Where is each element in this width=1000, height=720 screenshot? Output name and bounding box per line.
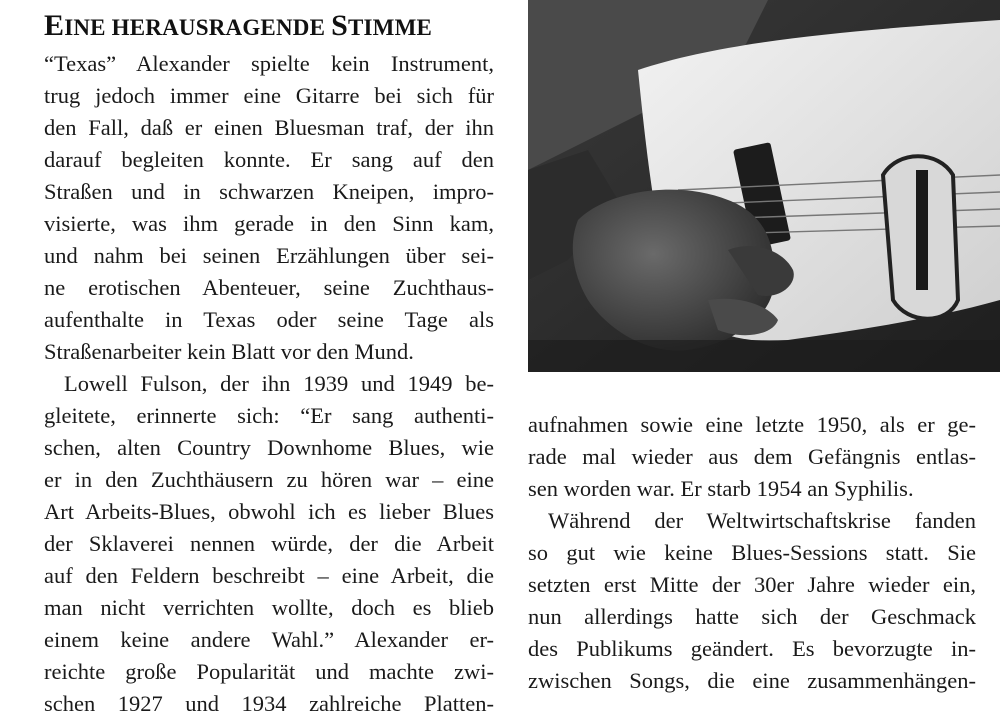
left-line-20: reichte große Popularität und machte zwi-	[44, 659, 494, 684]
left-line-6: visierte, was ihm gerade in den Sinn kam,	[44, 211, 494, 236]
left-line-15: Art Arbeits-Blues, obwohl ich es lieber Blues	[44, 499, 494, 524]
left-line-1: “Texas” Alexander spielte kein Instrument,	[44, 51, 494, 76]
left-line-2: trug jedoch immer eine Gitarre bei sich für	[44, 83, 494, 108]
left-line-16: der Sklaverei nennen würde, der die Arbeit	[44, 531, 494, 556]
right-line-2: rade mal wieder aus dem Gefängnis entlas-	[528, 444, 976, 469]
left-line-11: Lowell Fulson, der ihn 1939 und 1949 be-	[64, 371, 494, 396]
left-line-9: aufenthalte in Texas oder seine Tage als	[44, 307, 494, 332]
right-line-8: des Publikums geändert. Es bevorzugte in-	[528, 636, 976, 661]
right-line-3: sen worden war. Er starb 1954 an Syphilis.	[528, 476, 914, 501]
left-line-4: darauf begleiten konnte. Er sang auf den	[44, 147, 494, 172]
left-line-14: er in den Zuchthäusern zu hören war – eine	[44, 467, 494, 492]
left-line-7: und nahm bei seinen Erzählungen über sei-	[44, 243, 494, 268]
left-line-12: gleitete, erinnerte sich: “Er sang authenti-	[44, 403, 494, 428]
right-line-9: zwischen Songs, die eine zusammenhängen-	[528, 668, 976, 693]
left-line-10: Straßenarbeiter kein Blatt vor den Mund.	[44, 339, 414, 364]
left-line-3: den Fall, daß er einen Bluesman traf, der ihn	[44, 115, 494, 140]
left-line-13: schen, alten Country Downhome Blues, wie	[44, 435, 494, 460]
article-heading: EINE HERAUSRAGENDE STIMME	[44, 9, 433, 42]
right-line-4: Während der Weltwirtschaftskrise fanden	[548, 508, 976, 533]
left-line-17: auf den Feldern beschreibt – eine Arbeit, die	[44, 563, 494, 588]
right-line-5: so gut wie keine Blues-Sessions statt. Sie	[528, 540, 976, 565]
left-line-8: ne erotischen Abenteuer, seine Zuchthaus-	[44, 275, 494, 300]
left-line-19: einem keine andere Wahl.” Alexander er-	[44, 627, 494, 652]
right-line-1: aufnahmen sowie eine letzte 1950, als er ge-	[528, 412, 976, 437]
guitar-photo	[528, 0, 1000, 372]
right-line-7: nun allerdings hatte sich der Geschmack	[528, 604, 976, 629]
right-line-6: setzten erst Mitte der 30er Jahre wieder ein,	[528, 572, 976, 597]
left-column	[44, 4, 494, 720]
guitar-photo-image	[528, 0, 1000, 372]
left-line-5: Straßen und in schwarzen Kneipen, impro-	[44, 179, 494, 204]
right-column	[528, 409, 976, 697]
left-line-18: man nicht verrichten wollte, doch es blieb	[44, 595, 494, 620]
left-line-21: schen 1927 und 1934 zahlreiche Platten-	[44, 691, 494, 716]
